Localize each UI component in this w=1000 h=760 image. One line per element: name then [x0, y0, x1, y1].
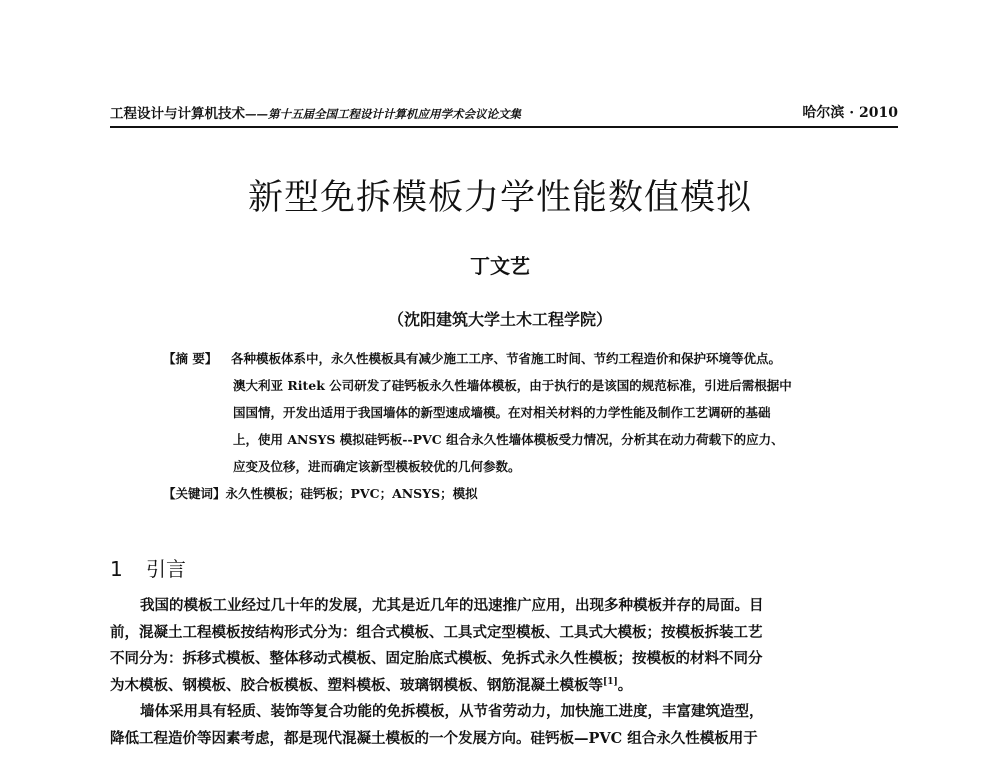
abstract	[163, 345, 903, 480]
author-name: 丁文艺	[470, 254, 530, 278]
abstract-line: 澳大利亚 Ritek 公司研发了硅钙板永久性墙体模板，由于执行的是该国的规范标准，引进后需根据中	[233, 378, 792, 393]
paragraph-punct: 。	[617, 676, 633, 694]
section-heading	[110, 553, 186, 582]
abstract-line: 国国情，开发出适用于我国墙体的新型速成墙模。在对相关材料的力学性能及制作工艺调研的基础	[233, 405, 771, 420]
journal-name	[110, 102, 521, 126]
keywords	[163, 484, 903, 502]
citation-link[interactable]: [1]	[603, 676, 618, 687]
abstract-line: 应变及位移，进而确定该新型模板较优的几何参数。	[233, 459, 521, 474]
conference-name: ——第十五届全国工程设计计算机应用学术会议论文集	[245, 107, 521, 121]
keywords-label: 【关键词】	[163, 486, 226, 501]
paragraph-text: 为木模板、钢模板、胶合板模板、塑料模板、玻璃钢模板、钢筋混凝土模板等	[110, 676, 603, 694]
abstract-label: 【摘 要】	[163, 351, 218, 366]
paragraph-line: 我国的模板工业经过几十年的发展，尤其是近几年的迅速推广应用，出现多种模板并存的局面。目	[140, 597, 764, 614]
paper-title: 新型免拆模板力学性能数值模拟	[247, 178, 752, 218]
paragraph-line	[110, 673, 900, 700]
journal-title: 工程设计与计算机技术	[110, 106, 245, 122]
paragraph-line: 墙体采用具有轻质、装饰等复合功能的免拆模板，从节省劳动力，加快施工进度，丰富建筑造型，	[140, 703, 764, 720]
abstract-line: 各种模板体系中，永久性模板具有减少施工工序、节省施工时间、节约工程造价和保护环境等优点。	[231, 351, 782, 366]
paragraph-line: 不同分为：拆移式模板、整体移动式模板、固定胎底式模板、免拆式永久性模板；按模板的材料不同分	[110, 650, 763, 667]
author-affiliation: （沈阳建筑大学土木工程学院）	[387, 310, 612, 329]
section-title: 引言	[146, 557, 186, 581]
running-header	[110, 100, 898, 128]
section-number: 1	[110, 557, 123, 581]
paragraph-line: 降低工程造价等因素考虑，都是现代混凝土模板的一个发展方向。硅钙板—PVC 组合永久性模板用于	[110, 729, 758, 747]
body-text	[110, 593, 900, 752]
header-location-year: 哈尔滨 · 2010	[802, 105, 898, 121]
paragraph-line: 前，混凝土工程模板按结构形式分为：组合式模板、工具式定型模板、工具式大模板；按模板拆装工艺	[110, 623, 763, 641]
keywords-text: 永久性模板；硅钙板；PVC；ANSYS；模拟	[225, 486, 478, 501]
abstract-line: 上，使用 ANSYS 模拟硅钙板--PVC 组合永久性墙体模板受力情况，分析其在动力荷载下的应力、	[233, 432, 784, 447]
